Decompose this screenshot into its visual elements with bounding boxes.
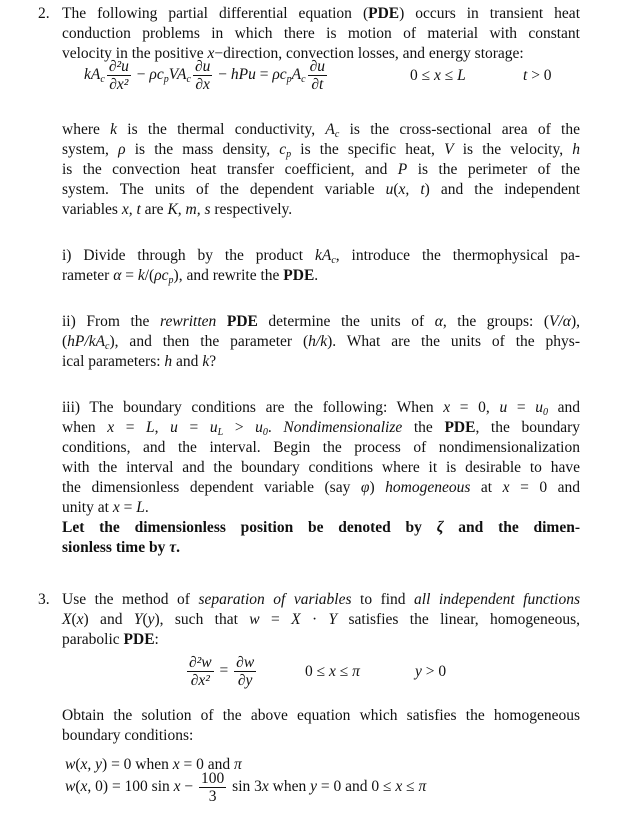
math-symbol: x <box>107 419 115 436</box>
bold-term: PDE <box>368 5 400 22</box>
text-segment: rameter <box>62 267 114 284</box>
text-segment: ) occurs in transient heat <box>399 5 580 22</box>
text-segment: > 0 <box>527 67 552 84</box>
fraction-numerator: ∂u <box>194 58 211 75</box>
math-symbol: w <box>65 778 76 796</box>
text-segment: boundary conditions: <box>62 727 194 744</box>
text-segment: determine the units of <box>257 313 435 330</box>
domain-condition <box>305 662 360 682</box>
text-segment: − <box>180 778 198 796</box>
text-segment: = 0 and <box>179 756 235 773</box>
text-segment: are <box>140 201 168 218</box>
paragraph-line <box>62 246 580 266</box>
text-segment: > <box>223 419 256 436</box>
math-symbol: Y <box>328 611 338 628</box>
bold-term: PDE <box>226 313 258 330</box>
text-segment: respectively. <box>210 201 293 218</box>
text-segment: is the convection heat transfer coefficient, and <box>62 161 398 178</box>
fraction <box>308 58 327 93</box>
text-segment: conduction problems in which there is motion of material with constant <box>62 25 580 42</box>
subscript: c <box>301 74 306 86</box>
text-segment: , the groups: ( <box>442 313 550 330</box>
text-segment: . <box>176 539 180 556</box>
math-symbol: x <box>502 479 510 496</box>
math-symbol: X <box>291 611 301 628</box>
math-symbol: y <box>147 611 155 628</box>
text-segment: and <box>172 353 203 370</box>
math-symbol: x <box>443 399 451 416</box>
math-symbol: A <box>291 66 302 84</box>
text-segment: is the mass density, <box>125 141 280 158</box>
math-symbol: x <box>172 756 180 773</box>
fraction <box>193 58 212 93</box>
text-segment: ii) From the <box>62 313 161 330</box>
text-segment: 0 ≤ <box>410 67 435 84</box>
subscript: p <box>286 74 292 86</box>
paragraph-line <box>62 706 580 726</box>
math-symbol: x <box>80 778 88 796</box>
fraction <box>199 770 226 805</box>
bold-term: PDE <box>444 419 476 436</box>
question-2-number: 2. <box>38 5 50 22</box>
text-segment: is the velocity, <box>453 141 573 158</box>
fraction-denominator: ∂y <box>237 672 253 689</box>
text-segment: = 0, <box>450 399 500 416</box>
math-symbol: x <box>76 611 84 628</box>
math-symbol: x, y <box>80 756 103 773</box>
pde-equation <box>185 654 258 689</box>
text-segment: ≤ <box>440 67 458 84</box>
math-symbol: u <box>170 419 178 436</box>
math-symbol: u <box>385 181 394 198</box>
text-segment: /( <box>144 267 155 284</box>
paragraph-line <box>62 610 580 630</box>
text-segment: the <box>402 419 445 436</box>
subscript: c <box>186 74 191 86</box>
math-symbol: π <box>234 756 242 773</box>
text-segment: = <box>114 419 147 436</box>
math-symbol: VA <box>168 66 187 84</box>
text-segment: ). What are the units of the phys- <box>327 333 580 350</box>
text-segment: ( <box>75 756 81 773</box>
text-segment: to find <box>351 591 415 608</box>
subscript: c <box>331 255 336 266</box>
bold-term: PDE <box>123 631 155 648</box>
text-segment: unity at <box>62 499 113 516</box>
math-symbol: u <box>255 419 263 436</box>
math-symbol: x <box>173 778 181 796</box>
math-symbol: u <box>535 399 543 416</box>
text-segment: = <box>259 611 292 628</box>
text-segment: ≤ <box>335 663 353 680</box>
subscript: p <box>286 149 292 160</box>
math-symbol: w <box>249 611 260 628</box>
math-symbol: V <box>444 141 454 158</box>
text-segment: the dimensionless dependent variable (say <box>62 479 361 496</box>
text-segment: = <box>507 399 536 416</box>
bold-term: PDE <box>283 267 315 284</box>
math-symbol: A <box>325 121 335 138</box>
math-symbol: k <box>202 353 210 370</box>
math-symbol: kA <box>314 247 332 264</box>
text-segment: = <box>255 66 273 84</box>
text-segment: ( <box>393 181 399 198</box>
emphasized-text: rewritten <box>160 313 217 330</box>
text-segment: The following partial differential equation ( <box>62 5 369 22</box>
paragraph-line <box>62 180 580 200</box>
math-symbol: L <box>146 419 155 436</box>
text-segment: Use the method of <box>62 591 199 608</box>
math-symbol: L <box>457 67 466 84</box>
text-segment: = <box>119 499 137 516</box>
math-symbol: ζ <box>436 519 444 536</box>
math-symbol: L <box>136 499 145 516</box>
math-symbol: x <box>434 67 441 84</box>
domain-condition <box>410 66 466 86</box>
paragraph-line <box>62 160 580 180</box>
paragraph-line <box>62 312 580 332</box>
math-symbol: k <box>137 267 145 284</box>
text-segment: ical parameters: <box>62 353 165 370</box>
text-segment: · <box>300 611 329 628</box>
math-symbol: ρc <box>154 267 169 284</box>
math-symbol: φ <box>360 479 370 496</box>
math-symbol: y <box>310 778 317 796</box>
math-symbol: ρc <box>272 66 287 84</box>
math-symbol: x <box>329 663 336 680</box>
text-segment: system, <box>62 141 119 158</box>
text-segment: ( <box>62 333 68 350</box>
text-segment: − <box>132 66 150 84</box>
text-segment: > 0 <box>421 663 447 680</box>
math-symbol: x, t <box>121 201 141 218</box>
text-segment: ), such that <box>154 611 250 628</box>
text-segment: and <box>547 399 580 416</box>
text-segment: ), and rewrite the <box>173 267 284 284</box>
paragraph-line <box>62 200 580 220</box>
text-segment: ) and <box>83 611 134 628</box>
subscript: L <box>217 427 224 438</box>
text-segment: variables <box>62 201 122 218</box>
paragraph-line <box>62 498 580 518</box>
text-segment: ≤ <box>402 778 419 796</box>
text-segment: . <box>267 419 284 436</box>
subscript: p <box>168 275 174 286</box>
text-segment: = <box>215 662 233 680</box>
math-symbol: k <box>110 121 118 138</box>
text-segment: sionless time by <box>62 539 170 556</box>
text-segment: = 0 and <box>509 479 580 496</box>
text-segment: , 0) = 100 sin <box>87 778 174 796</box>
fraction-numerator: 100 <box>201 770 225 787</box>
text-segment: when <box>268 778 311 796</box>
paragraph-line <box>62 266 580 286</box>
subscript: c <box>100 74 105 86</box>
math-symbol: π <box>352 663 360 680</box>
math-symbol: x <box>261 778 269 796</box>
fraction-denominator: ∂t <box>311 76 324 93</box>
math-symbol: y <box>415 663 422 680</box>
text-segment: ), and then the parameter ( <box>109 333 309 350</box>
text-segment: ( <box>75 778 81 796</box>
math-symbol: w <box>65 756 76 773</box>
emphasized-text: separation of variables <box>198 591 352 608</box>
math-symbol: π <box>418 778 427 796</box>
math-symbol: u <box>209 419 218 436</box>
text-segment: ? <box>209 353 217 370</box>
text-segment: : <box>154 631 159 648</box>
text-segment: = 0 and 0 ≤ <box>317 778 396 796</box>
text-segment: − <box>214 66 231 84</box>
text-segment: ) <box>424 181 430 198</box>
text-segment: ) = 0 when <box>102 756 173 773</box>
fraction <box>187 654 214 689</box>
fraction-numerator: ∂²u <box>108 58 129 75</box>
subscript: c <box>334 129 340 140</box>
text-segment: ( <box>142 611 148 628</box>
fraction-numerator: ∂²w <box>189 654 212 671</box>
math-symbol: hP/kA <box>67 333 106 350</box>
text-segment: ) <box>369 479 386 496</box>
text-segment: system. The units of the dependent variable <box>62 181 386 198</box>
math-symbol: Y <box>133 611 143 628</box>
text-segment: is the thermal conductivity, <box>117 121 326 138</box>
fraction-numerator: ∂w <box>236 654 255 671</box>
text-segment: . <box>314 267 319 284</box>
math-symbol: h <box>164 353 173 370</box>
math-symbol: u <box>499 399 508 416</box>
paragraph-line <box>62 518 580 538</box>
paragraph-line <box>62 418 580 438</box>
math-symbol: X <box>62 611 72 628</box>
text-segment: Let the dimensionless position be denoted by <box>62 519 437 536</box>
paragraph-line <box>62 438 580 458</box>
emphasized-text: Nondimensionalize <box>283 419 403 436</box>
math-symbol: hPu <box>230 66 256 84</box>
math-symbol: kA <box>84 66 101 84</box>
text-segment: , <box>154 419 171 436</box>
math-symbol: P <box>397 161 408 178</box>
text-segment: is the specific heat, <box>291 141 445 158</box>
emphasized-text: homogeneous <box>385 479 471 496</box>
text-segment: when <box>62 419 108 436</box>
text-segment: i) Divide through by the product <box>62 247 315 264</box>
fraction-denominator: ∂x² <box>190 672 210 689</box>
question-3-number: 3. <box>38 591 50 608</box>
fraction <box>234 654 256 689</box>
fraction-denominator: 3 <box>208 788 217 805</box>
fraction-denominator: ∂x² <box>109 76 129 93</box>
math-symbol: t <box>523 67 528 84</box>
paragraph-line <box>62 538 580 558</box>
paragraph-line <box>62 630 580 650</box>
text-segment: . <box>144 499 149 516</box>
text-segment: satisfies the linear, homogeneous, <box>337 611 580 628</box>
paragraph-line <box>62 398 580 418</box>
text-segment: and the independent <box>429 181 580 198</box>
paragraph-line <box>62 352 580 372</box>
text-segment: with the interval and the boundary conditions where it is desirable to have <box>62 459 580 476</box>
math-symbol: c <box>279 141 287 158</box>
text-segment: where <box>62 121 111 138</box>
boundary-condition <box>65 770 426 805</box>
paragraph-line <box>62 478 580 498</box>
fraction-denominator: ∂x <box>195 76 210 93</box>
paragraph-line <box>62 4 580 24</box>
time-condition <box>415 662 446 682</box>
math-symbol: h/k <box>308 333 328 350</box>
text-segment: , introduce the thermophysical pa- <box>335 247 580 264</box>
text-segment: is the cross-sectional area of the <box>339 121 580 138</box>
math-symbol: ρ <box>118 141 126 158</box>
emphasized-text: all independent functions <box>414 591 580 608</box>
text-segment: velocity in the positive <box>62 45 208 62</box>
subscript: c <box>105 341 110 352</box>
text-segment: = <box>121 267 138 284</box>
math-symbol: ρc <box>149 66 164 84</box>
text-segment: conditions, and the interval. Begin the process of nondimensionalization <box>62 439 580 456</box>
text-segment: Obtain the solution of the above equation which satisfies the homogeneous <box>62 707 580 724</box>
math-symbol: α <box>434 313 443 330</box>
math-symbol: K, m, s <box>167 201 211 218</box>
paragraph-line <box>62 120 580 140</box>
math-symbol: τ <box>169 539 177 556</box>
text-segment: at <box>470 479 503 496</box>
text-segment <box>216 313 227 330</box>
time-condition <box>523 66 552 86</box>
fraction <box>107 58 131 93</box>
math-symbol: α <box>113 267 122 284</box>
paragraph-line <box>62 590 580 610</box>
text-segment: is the perimeter of the <box>407 161 580 178</box>
paragraph-line <box>62 140 580 160</box>
text-segment: , the boundary <box>475 419 581 436</box>
math-symbol: x <box>112 499 120 516</box>
text-segment: iii) The boundary conditions are the following: When <box>62 399 444 416</box>
math-symbol: x, t <box>398 181 425 198</box>
text-segment: and the dimen- <box>443 519 580 536</box>
math-symbol: x <box>207 45 215 62</box>
text-segment: 0 ≤ <box>305 663 330 680</box>
math-symbol: x <box>395 778 403 796</box>
text-segment: −direction, convection losses, and energy storage: <box>214 45 524 62</box>
subscript: 0 <box>262 427 268 438</box>
text-segment: ( <box>71 611 77 628</box>
text-segment: sin 3 <box>228 778 262 796</box>
paragraph-line <box>62 726 580 746</box>
text-segment: = <box>177 419 210 436</box>
text-segment: ), <box>570 313 580 330</box>
paragraph-line <box>62 332 580 352</box>
subscript: p <box>163 74 169 86</box>
fraction-numerator: ∂u <box>309 58 326 75</box>
subscript: 0 <box>542 407 548 418</box>
text-segment: parabolic <box>62 631 124 648</box>
math-symbol: h <box>572 141 580 158</box>
math-symbol: V/α <box>549 313 571 330</box>
pde-equation <box>84 58 329 93</box>
paragraph-line <box>62 458 580 478</box>
paragraph-line <box>62 24 580 44</box>
